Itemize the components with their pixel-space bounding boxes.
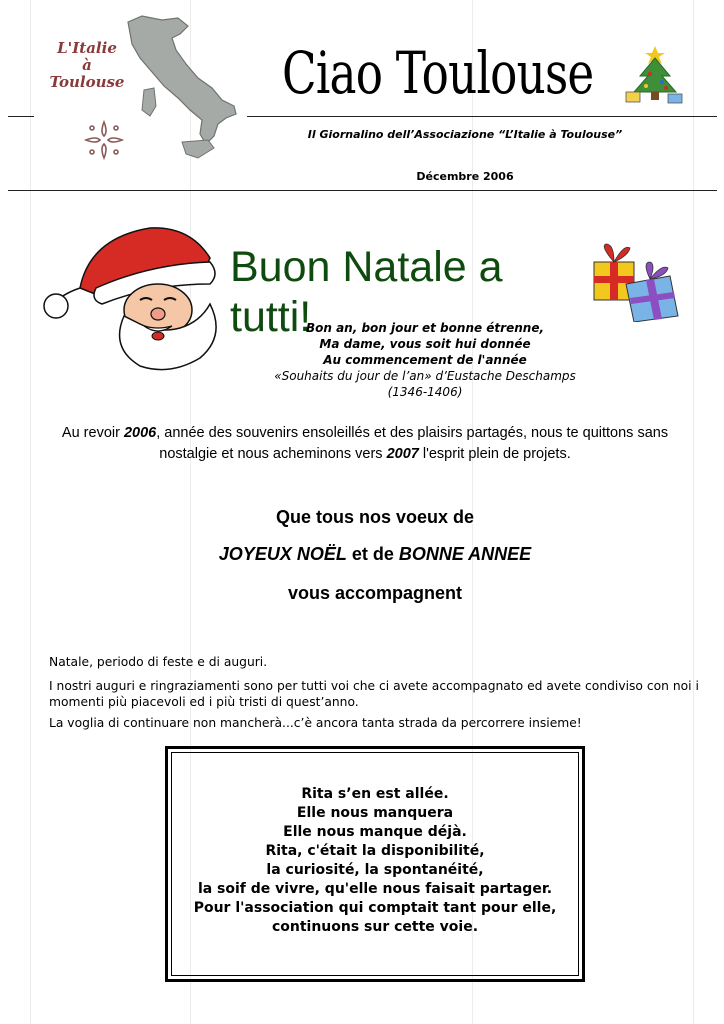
association-logo bbox=[40, 12, 245, 182]
wishes-line: vous accompagnent bbox=[287, 583, 463, 603]
tribute-line: Elle nous manque déjà. bbox=[283, 824, 467, 840]
italian-paragraph: Natale, periodo di feste e di auguri. bbox=[49, 655, 268, 669]
column-guide bbox=[693, 0, 694, 1024]
occitan-cross-icon bbox=[86, 122, 122, 158]
intro-text: l'esprit plein de projets. bbox=[418, 446, 571, 462]
christmas-tree-icon bbox=[622, 42, 688, 108]
bonne-annee-text: BONNE ANNEE bbox=[398, 544, 532, 564]
italian-paragraph: I nostri auguri e ringraziamenti sono per tutti voi che ci avete accompagnato ed avete condiviso con noi i momenti più piacevoli ed i più tristi di quest’anno. bbox=[49, 679, 699, 709]
issue-date: Décembre 2006 bbox=[416, 170, 514, 183]
tribute-line: la soif de vivre, qu'elle nous faisait partager. bbox=[197, 881, 553, 897]
newsletter-title: Ciao Toulouse bbox=[282, 39, 594, 107]
joyeux-noel-text: JOYEUX NOËL bbox=[218, 544, 347, 564]
tribute-line: Rita s’en est allée. bbox=[301, 786, 449, 802]
tribute-box bbox=[165, 746, 585, 982]
column-guide bbox=[30, 0, 31, 1024]
newsletter-subtitle: Il Giornalino dell’Associazione “L’Italie à Toulouse” bbox=[307, 128, 623, 141]
tribute-line: Elle nous manquera bbox=[296, 805, 454, 821]
header-rule-left bbox=[8, 116, 34, 117]
wishes-line bbox=[60, 544, 690, 565]
year-2006: 2006 bbox=[123, 425, 157, 441]
logo-line: L'Italie bbox=[57, 39, 117, 57]
poem-line: Ma dame, vous soit hui donnée bbox=[319, 337, 531, 351]
intro-paragraph bbox=[50, 423, 680, 465]
italian-paragraph: La voglia di continuare non mancherà...c’è ancora tanta strada da percorrere insieme! bbox=[49, 716, 582, 730]
tribute-line: Pour l'association qui comptait tant pour elle, bbox=[193, 900, 557, 916]
poem-citation: «Souhaits du jour de l’an» d’Eustache Deschamps bbox=[274, 369, 576, 383]
poem-line: Bon an, bon jour et bonne étrenne, bbox=[305, 321, 545, 335]
logo-line: Toulouse bbox=[49, 73, 125, 91]
wishes-line: Que tous nos voeux de bbox=[275, 507, 475, 527]
santa-claus-icon bbox=[40, 218, 240, 378]
poem-years: (1346-1406) bbox=[387, 385, 463, 399]
tribute-line: la curiosité, la spontanéité, bbox=[266, 862, 484, 878]
wishes-conjunction: et de bbox=[346, 544, 399, 564]
intro-text: , année des souvenirs ensoleillés et des plaisirs partagés, nous te quittons sans nostalgie et nous acheminons vers bbox=[156, 425, 669, 462]
header-bottom-rule bbox=[8, 190, 717, 191]
logo-line: à bbox=[82, 56, 92, 74]
poem-line: Au commencement de l'année bbox=[323, 353, 527, 367]
year-2007: 2007 bbox=[386, 446, 419, 462]
intro-text: Au revoir bbox=[61, 425, 124, 441]
christmas-headline: Buon Natale a tutti! bbox=[230, 243, 503, 341]
gift-boxes-icon bbox=[590, 242, 682, 322]
tribute-line: continuons sur cette voie. bbox=[271, 919, 479, 935]
italy-map-icon bbox=[40, 12, 245, 182]
tribute-line: Rita, c'était la disponibilité, bbox=[265, 843, 485, 859]
